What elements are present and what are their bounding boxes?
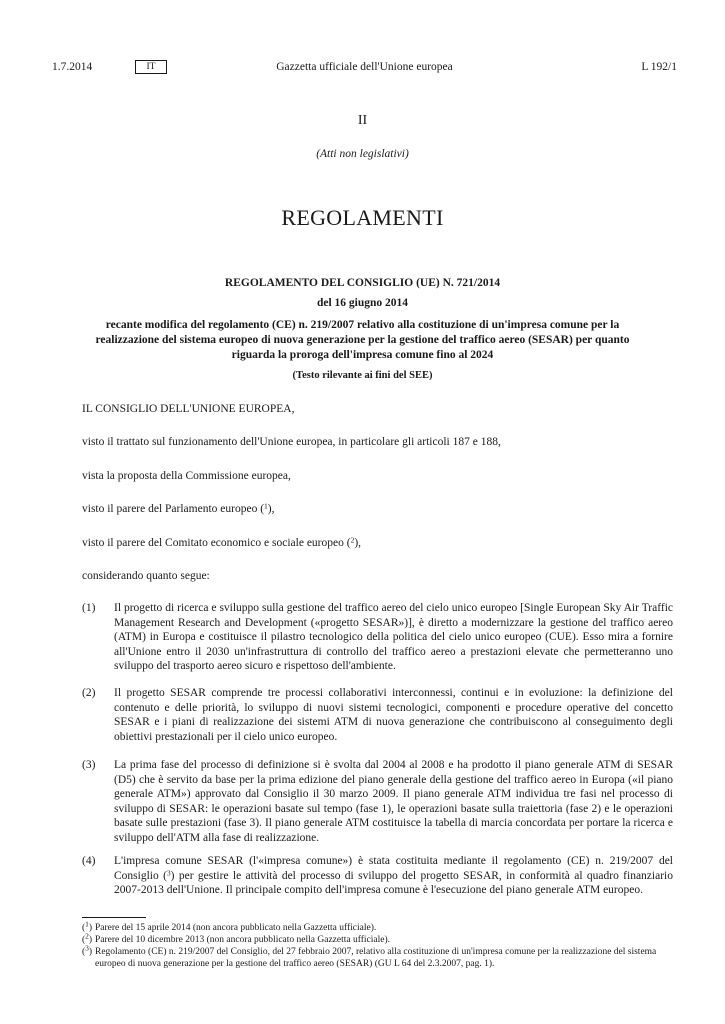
recital-4 — [82, 854, 673, 898]
footnote-mark: ($^3$) — [82, 943, 93, 957]
publication-date: 1.7.2014 — [52, 61, 93, 73]
footnote-mark-number: 2 — [85, 931, 89, 941]
recital-text-part: L'impresa comune SESAR (l'«impresa comune») è stata costituita mediante il regolamento (CE) n. 219/2007 del Consiglio — [114, 855, 673, 882]
footnote-divider — [82, 917, 146, 918]
regulation-date: del 16 giugno 2014 — [316, 297, 409, 309]
footnote-2 — [82, 931, 673, 947]
section-subtitle: (Atti non legislativi) — [316, 148, 409, 160]
section-title: REGOLAMENTI — [281, 205, 444, 230]
page-reference: L 192/1 — [641, 61, 677, 73]
recital-number: (3) — [82, 759, 96, 771]
recital-text: Il progetto di ricerca e sviluppo sulla gestione del traffico aereo del cielo unico europeo [Single European Sky Air Traffic Management Research and Development («progetto SESAR»)], è diretto a modernizzare la gestione del traffico aereo (ATM) in Europa e costituisce il pilastro tecnologico della politica del cielo unico europeo (CUE). Esso mira a fornire all'Unione entro il 2030 un'infrastruttura di controllo del traffico aereo a prestazioni elevate che permetteranno uno sviluppo del trasporto aereo sicuro e rispettoso dell'ambiente. — [114, 602, 673, 673]
journal-name: Gazzetta ufficiale dell'Unione europea — [276, 61, 453, 73]
recital-3 — [82, 758, 673, 846]
recital-number: (2) — [82, 687, 96, 699]
page-header — [52, 58, 677, 76]
eea-relevance: (Testo rilevante ai fini del SEE) — [292, 370, 433, 381]
recital-number: (4) — [82, 855, 96, 867]
citation-end: , — [271, 503, 275, 515]
footnote-ref[interactable]: 1 — [264, 501, 268, 511]
footnote-1 — [82, 919, 673, 935]
footnote-ref[interactable]: 3 — [166, 868, 171, 878]
citation-committee: visto il parere del Comitato economico e sociale europeo ($^2$), — [82, 535, 362, 549]
whereas-intro: considerando quanto segue: — [82, 570, 210, 582]
citation-end: , — [358, 537, 362, 549]
footnote-mark-number: 3 — [85, 943, 89, 953]
language-badge: IT — [135, 60, 167, 74]
citation-proposal: vista la proposta della Commissione europea, — [82, 470, 291, 482]
recital-number: (1) — [82, 602, 96, 614]
council-heading: IL CONSIGLIO DELL'UNIONE EUROPEA, — [82, 403, 295, 415]
recital-1 — [82, 601, 673, 674]
footnote-mark: ($^1$) — [82, 919, 93, 933]
footnote-text: Regolamento (CE) n. 219/2007 del Consiglio, del 27 febbraio 2007, relativo alla costituzione di un'impresa comune per la realizzazione del sistema europeo di nuova generazione per la gestione del traffico aereo (SESAR) (GU L 64 del 2.3.2007, pag. 1). — [95, 947, 657, 969]
regulation-title: REGOLAMENTO DEL CONSIGLIO (UE) N. 721/2014 — [224, 277, 501, 289]
citation-treaty: visto il trattato sul funzionamento dell'Unione europea, in particolare gli articoli 187 e 188, — [82, 436, 501, 448]
recital-text: La prima fase del processo di definizione si è svolta dal 2004 al 2008 e ha prodotto il piano generale ATM di SESAR (D5) che è servito da base per la prima edizione del piano generale della gestione del traffico aereo in Europa («il piano generale ATM») approvato dal Consiglio il 30 marzo 2009. Il piano generale ATM individua tre fasi nel processo di sviluppo di SESAR: le operazioni basate sul tempo (fase 1), le operazioni basate sulla traiettoria (fase 2) e le operazioni basate sulle prestazioni (fase 3). Il piano generale ATM costituisce la tabella di marcia concordata per portare la ricerca e sviluppo dell'ATM alla fase di realizzazione. — [114, 759, 673, 844]
regulation-subject: recante modifica del regolamento (CE) n. 219/2007 relativo alla costituzione di un'impresa comune per la realizzazione del sistema europeo di nuova generazione per la gestione del traffico aereo (SESAR) per quanto riguarda la proroga dell'impresa comune fino al 2024 — [95, 319, 630, 361]
citation-parliament: visto il parere del Parlamento europeo ($^1$), — [82, 501, 275, 515]
footnote-mark: ($^2$) — [82, 931, 93, 945]
footnote-text: Parere del 10 dicembre 2013 (non ancora pubblicato nella Gazzetta ufficiale). — [95, 935, 390, 945]
footnote-ref[interactable]: 2 — [350, 535, 355, 545]
footnote-mark-number: 1 — [85, 919, 89, 929]
footnote-text: Parere del 15 aprile 2014 (non ancora pubblicato nella Gazzetta ufficiale). — [95, 923, 377, 933]
footnote-3 — [82, 943, 673, 970]
citation-text: visto il parere del Comitato economico e sociale europeo — [82, 537, 344, 549]
section-number: II — [357, 113, 368, 128]
recital-text-part: per gestire le attività del processo di sviluppo del progetto SESAR, in conformità al quadro finanziario 2007-2013 dell'Unione. Il principale compito dell'impresa comune è l'esecuzione del piano generale ATM europeo. — [114, 869, 673, 897]
recital-text: L'impresa comune SESAR (l'«impresa comune») è stata costituita mediante il regolamento (CE) n. 219/2007 del Consiglio ($^3$) per gestire le attività del processo di sviluppo del progetto SESAR, in conformità al quadro finanziario 2007-2013 dell'Unione. Il principale compito dell'impresa comune è l'esecuzione del piano generale ATM europeo. — [114, 855, 673, 897]
recital-text: Il progetto SESAR comprende tre processi collaborativi interconnessi, continui e in evoluzione: la definizione del contenuto e delle priorità, lo sviluppo di nuovi sistemi tecnologici, componenti e procedure operative del concetto SESAR e i piani di realizzazione dei sistemi ATM di nuova generazione che contribuiscono al conseguimento degli obiettivi prestazionali per il cielo unico europeo. — [114, 687, 673, 743]
citation-text: visto il parere del Parlamento europeo — [82, 503, 258, 515]
recital-2 — [82, 686, 673, 744]
